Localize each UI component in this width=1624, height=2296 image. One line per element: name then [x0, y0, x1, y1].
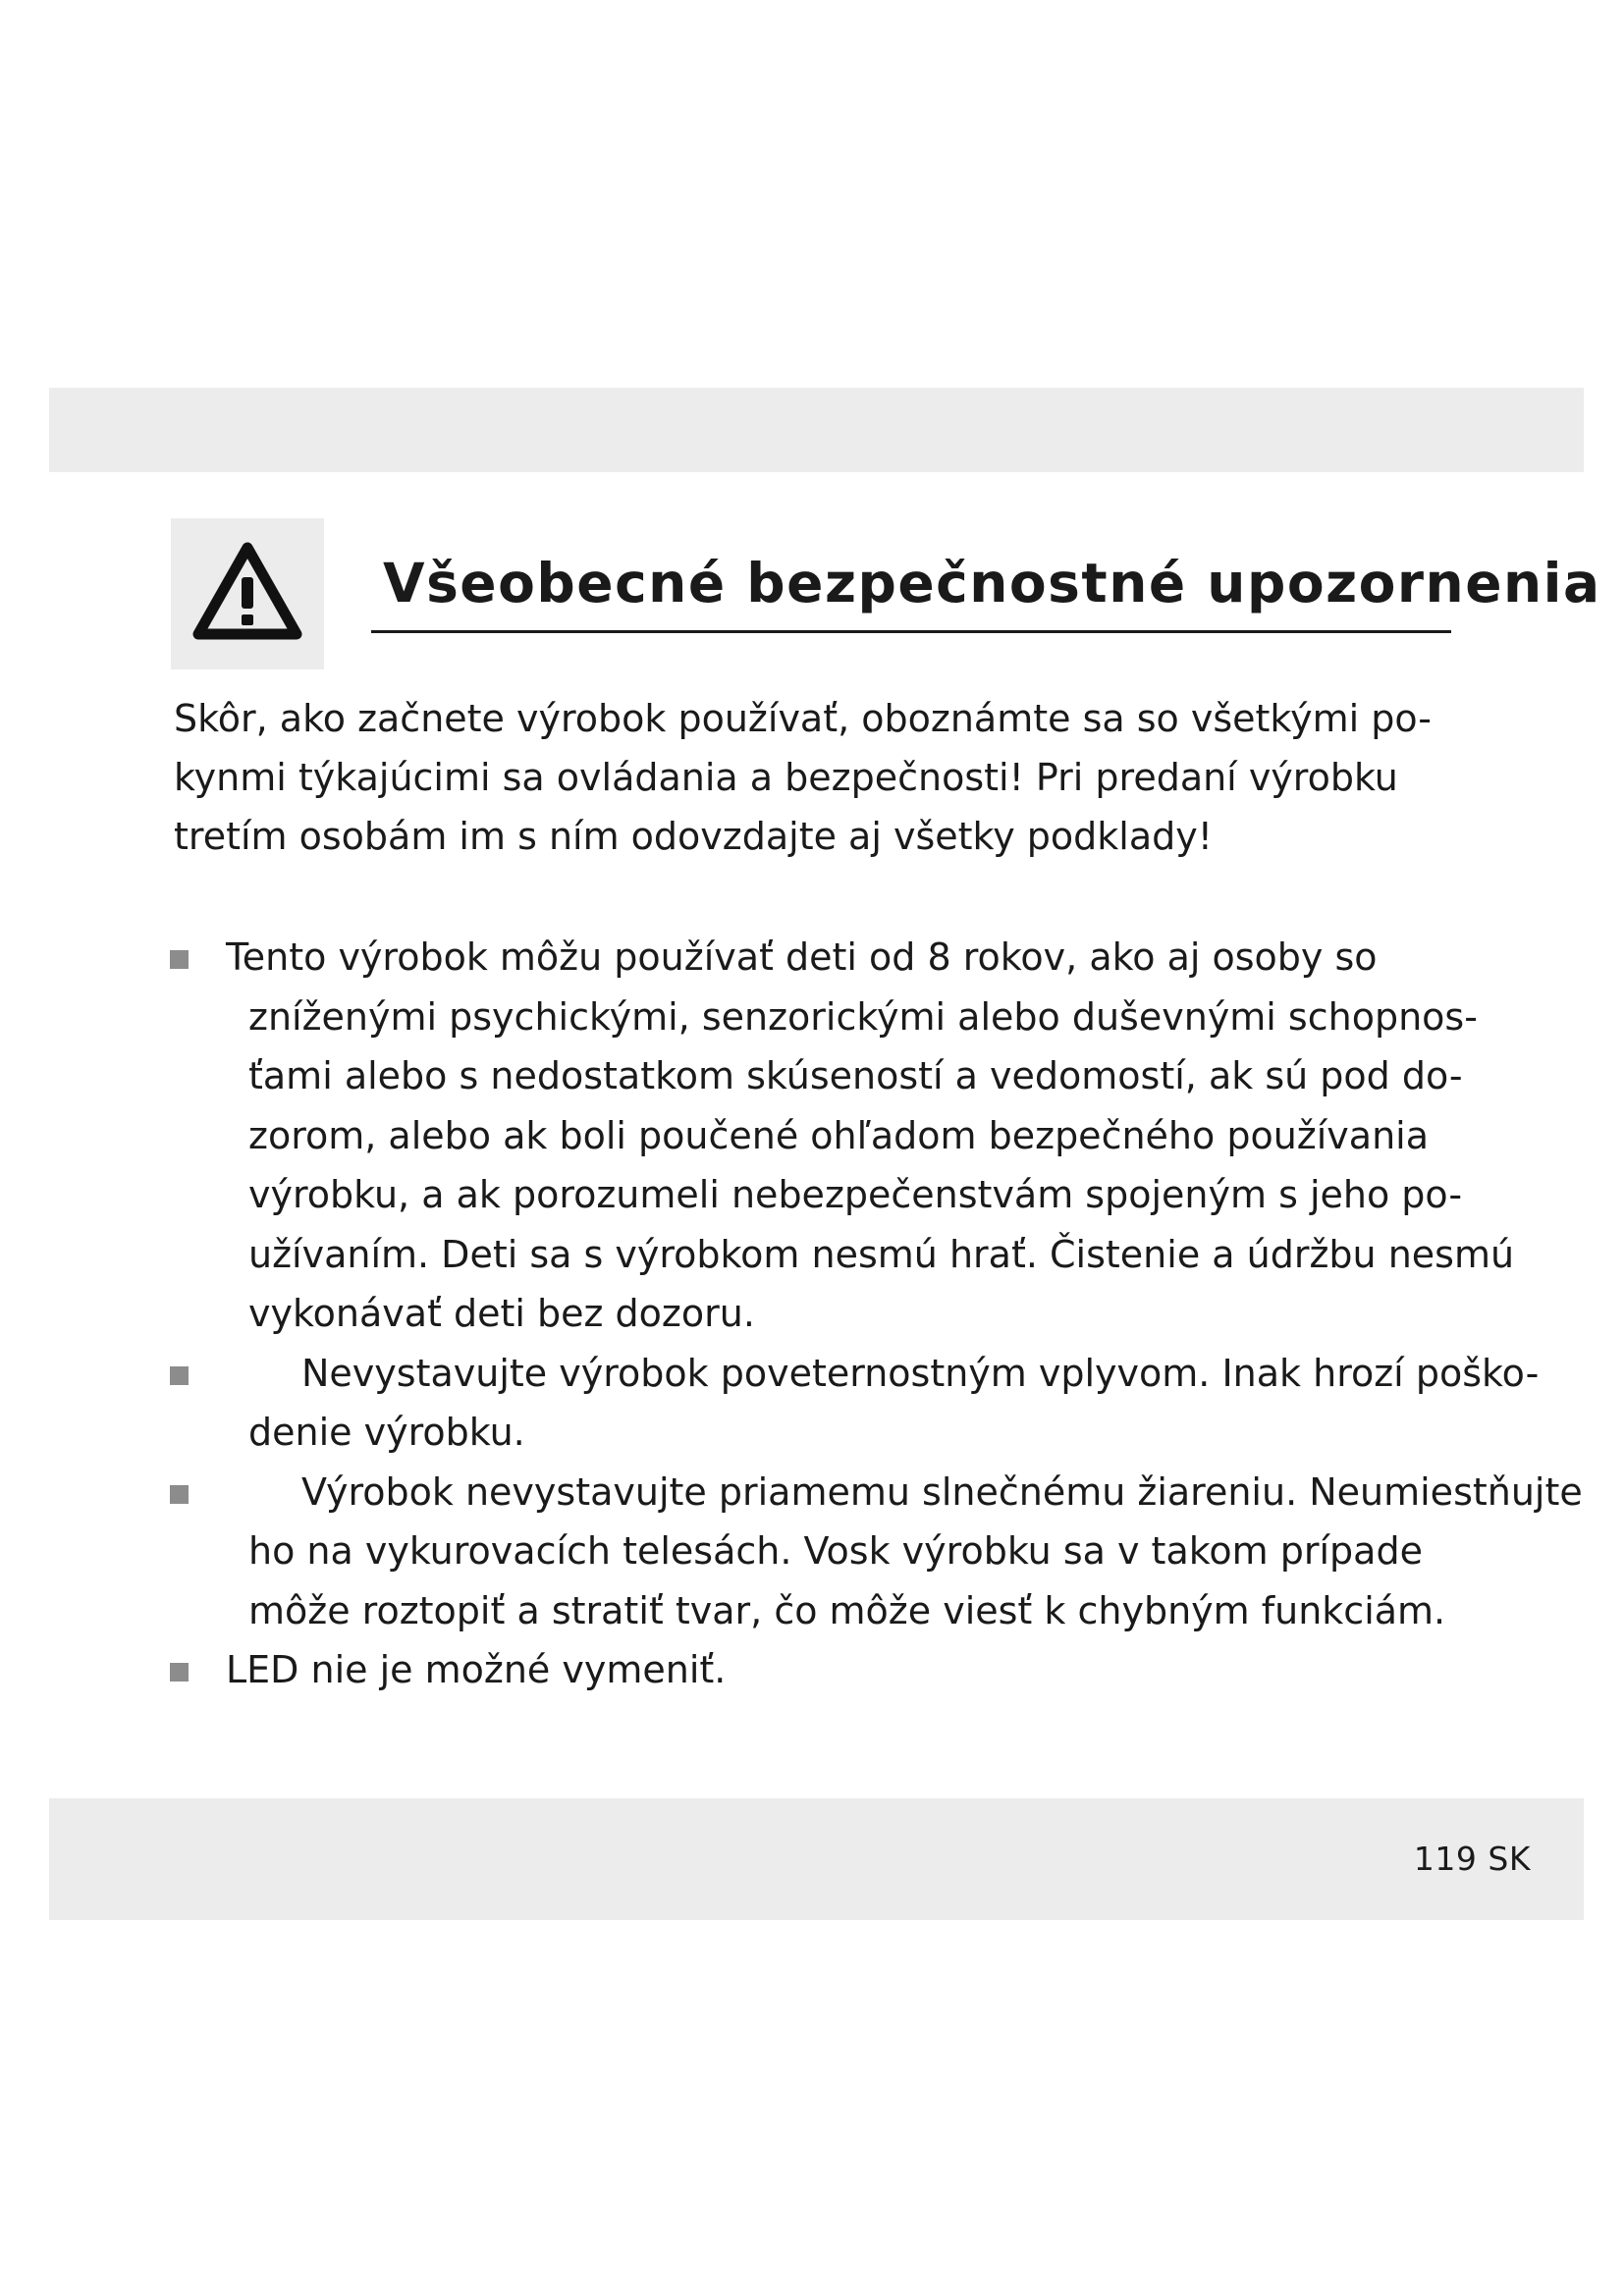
bullet-square-icon [170, 1366, 189, 1385]
warning-icon-box [171, 518, 324, 669]
section-title: Všeobecné bezpečnostné upozornenia [383, 552, 1601, 614]
list-item-line: výrobku, a ak porozumeli nebezpečenstvám spojeným s jeho po- [248, 1173, 1463, 1216]
list-item-line: zníženými psychickými, senzorickými alebo duševnými schopnos- [248, 994, 1478, 1039]
intro-line: kynmi týkajúcimi sa ovládania a bezpečnosti! Pri predaní výrobku [174, 756, 1398, 799]
list-item-line: zorom, alebo ak boli poučené ohľadom bezpečného používania [248, 1113, 1429, 1157]
intro-paragraph [174, 689, 1450, 866]
list-item-line: ho na vykurovacích telesách. Vosk výrobku sa v takom prípade [248, 1529, 1423, 1573]
bullet-square-icon [170, 950, 189, 969]
list-item-line: môže roztopiť a stratiť tvar, čo môže viesť k chybným funkciám. [248, 1588, 1446, 1632]
intro-line: tretím osobám im s ním odovzdajte aj všetky podklady! [174, 815, 1213, 858]
intro-line: Skôr, ako začnete výrobok používať, oboznámte sa so všetkými po- [174, 697, 1433, 740]
bullet-square-icon [170, 1663, 189, 1682]
list-item [170, 1344, 1564, 1463]
footer-band [49, 1798, 1584, 1920]
list-item-line: ťami alebo s nedostatkom skúseností a vedomostí, ak sú pod do- [248, 1054, 1463, 1097]
page-number: 119 SK [1413, 1840, 1531, 1878]
list-item-line: užívaním. Deti sa s výrobkom nesmú hrať. Čistenie a údržbu nesmú [248, 1232, 1515, 1276]
title-underline [371, 630, 1451, 633]
list-item-line: vykonávať deti bez dozoru. [248, 1292, 755, 1335]
list-item-line: Nevystavujte výrobok poveternostným vplyvom. Inak hrozí poško- [301, 1351, 1540, 1395]
list-item-line: LED nie je možné vymeniť. [226, 1648, 727, 1691]
list-item-line: Výrobok nevystavujte priamemu slnečnému žiareniu. Neumiestňujte [301, 1469, 1583, 1514]
list-item [170, 1463, 1583, 1641]
list-item [170, 928, 1564, 1344]
list-item-line: denie výrobku. [248, 1411, 525, 1454]
list-item [170, 1640, 1564, 1700]
safety-list [170, 928, 1583, 1700]
bullet-square-icon [170, 1485, 189, 1504]
header-band [49, 388, 1584, 472]
list-item-line: Tento výrobok môžu používať deti od 8 rokov, ako aj osoby so [226, 935, 1378, 979]
warning-triangle-icon [190, 540, 304, 644]
